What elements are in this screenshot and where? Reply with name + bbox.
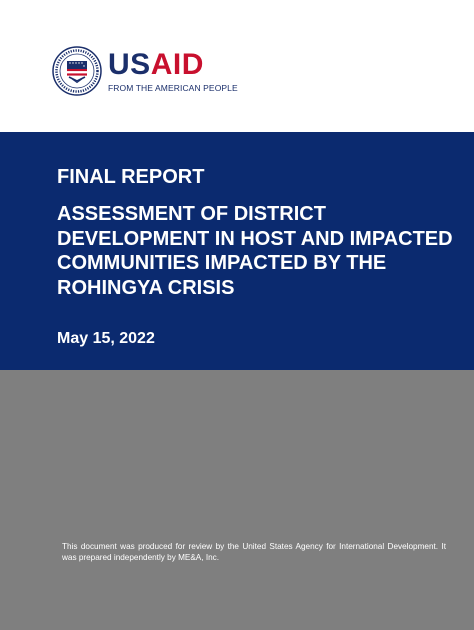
usaid-seal-icon: [52, 46, 102, 96]
wordmark-tagline: FROM THE AMERICAN PEOPLE: [108, 82, 238, 93]
report-title: ASSESSMENT OF DISTRICT DEVELOPMENT IN HOST AND IMPACTED COMMUNITIES IMPACTED BY THE ROHINGYA CRISIS: [57, 203, 453, 299]
report-date: May 15, 2022: [57, 330, 155, 347]
header-area: [0, 0, 474, 132]
lower-panel: [0, 370, 474, 630]
wordmark-us: US: [108, 47, 151, 81]
disclaimer-text: This document was produced for review by the United States Agency for International Development. It was prepared independently by ME&A, Inc.: [62, 542, 446, 562]
wordmark-aid: AID: [150, 47, 204, 81]
report-type-label: FINAL REPORT: [57, 166, 205, 188]
usaid-logo: [52, 46, 238, 96]
usaid-wordmark: [108, 47, 238, 93]
wordmark-title: [108, 47, 238, 81]
